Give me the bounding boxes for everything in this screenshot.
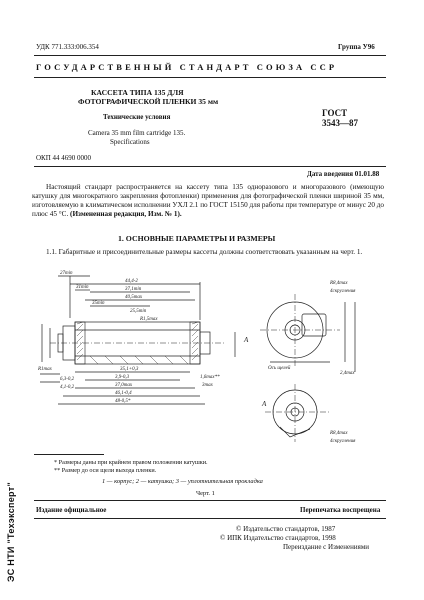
section-title: 1. ОСНОВНЫЕ ПАРАМЕТРЫ И РАЗМЕРЫ <box>118 234 276 243</box>
dim-label: 31min <box>76 285 89 290</box>
dim-label: 4скругления <box>330 289 356 294</box>
divider <box>34 77 386 78</box>
dim-label: 2,4max <box>340 371 355 376</box>
figure-caption: Черт. 1 <box>196 490 215 497</box>
official-edition: Издание официальное <box>36 506 107 514</box>
intro-date: Дата введения 01.01.88 <box>307 170 380 178</box>
divider <box>34 518 386 519</box>
english-title-1: Camera 35 mm film cartridge 135. <box>88 129 186 137</box>
doc-title-line1: КАССЕТА ТИПА 135 ДЛЯ <box>91 88 184 97</box>
cartridge-drawing <box>30 262 390 447</box>
dim-label: R8,4max <box>330 431 348 436</box>
dim-label: 35,1+0,3 <box>120 367 139 372</box>
dim-label: 46,1-0,4 <box>115 391 132 396</box>
group-code: Группа У96 <box>338 43 375 51</box>
side-stamp-text: ЭС НТИ "Техэксперт" <box>6 481 16 582</box>
dim-label: 37,1min <box>125 287 142 292</box>
divider <box>34 500 386 501</box>
reprint-notice: Перепечатка воспрещена <box>300 506 381 514</box>
divider <box>34 166 386 167</box>
doc-title-line2: ФОТОГРАФИЧЕСКОЙ ПЛЕНКИ 35 мм <box>78 97 219 106</box>
dim-label: 6,3-0,2 <box>60 377 75 382</box>
revision-note: (Измененная редакция, Изм. № 1). <box>70 210 182 218</box>
view-label: А <box>262 400 267 408</box>
footnote-rule <box>34 454 104 455</box>
dim-label: 40,5max <box>125 295 143 300</box>
side-stamp <box>2 372 24 600</box>
dim-label: Ось щелей <box>268 366 291 371</box>
section-paragraph: 1.1. Габаритные и присоединительные размеры кассеты должны соответствовать указанным на черт. 1. <box>46 248 363 256</box>
dim-label: 37,0max <box>115 383 133 388</box>
dim-label: 44,4-2 <box>125 279 138 284</box>
footnote-2: ** Размер до оси щели выхода пленки. <box>54 467 157 474</box>
okp-code: ОКП 44 4690 0000 <box>36 154 92 162</box>
english-title-2: Specifications <box>110 138 150 146</box>
dim-label: 1,6max** <box>200 375 220 380</box>
intro-paragraph <box>32 183 384 219</box>
state-standard-heading: ГОСУДАРСТВЕННЫЙ СТАНДАРТ СОЮЗА ССР <box>36 62 338 72</box>
copyright-1987: © Издательство стандартов, 1987 <box>236 525 336 533</box>
dim-label: 25,5min <box>130 309 147 314</box>
dim-label: 48-0,5* <box>115 399 131 404</box>
intro-text: Настоящий стандарт распространяется на кассету типа 135 одноразового и многоразового (имеющую катушку для многократного закрепления фотопленки) применения для фотографической пленки шириной 35 мм, изготовляемую в климатическом исполнении УХЛ 2.1 по ГОСТ 15150 для работы при температуре от минус 20 до плюс 45 °С. <box>32 183 384 218</box>
dim-label: 4скругления <box>330 439 356 444</box>
dim-label: 27min <box>60 271 73 276</box>
view-label: А <box>244 336 249 344</box>
divider <box>34 55 386 56</box>
dim-label: 3max <box>202 383 213 388</box>
dim-label: 3,9-0,3 <box>115 375 130 380</box>
gost-label: ГОСТ <box>322 108 348 118</box>
dim-label: 35min <box>92 301 105 306</box>
parts-legend: 1 — корпус; 2 — катушка; 3 — уплотнительная прокладка <box>102 478 263 485</box>
dim-label: R1max <box>38 367 52 372</box>
udk-code: УДК 771.333:006.354 <box>36 43 99 51</box>
gost-number: 3543—87 <box>322 118 358 128</box>
dim-label: R8,4max <box>330 281 348 286</box>
footnote-1: * Размеры даны при крайнем правом положении катушки. <box>54 459 208 466</box>
dim-label: R1,5max <box>140 317 158 322</box>
copyright-1998: © ИПК Издательство стандартов, 1998 <box>220 534 336 542</box>
doc-subtitle: Технические условия <box>103 113 171 121</box>
dim-label: 4,1-0,2 <box>60 385 75 390</box>
reissue-note: Переиздание с Изменениями <box>283 543 370 551</box>
